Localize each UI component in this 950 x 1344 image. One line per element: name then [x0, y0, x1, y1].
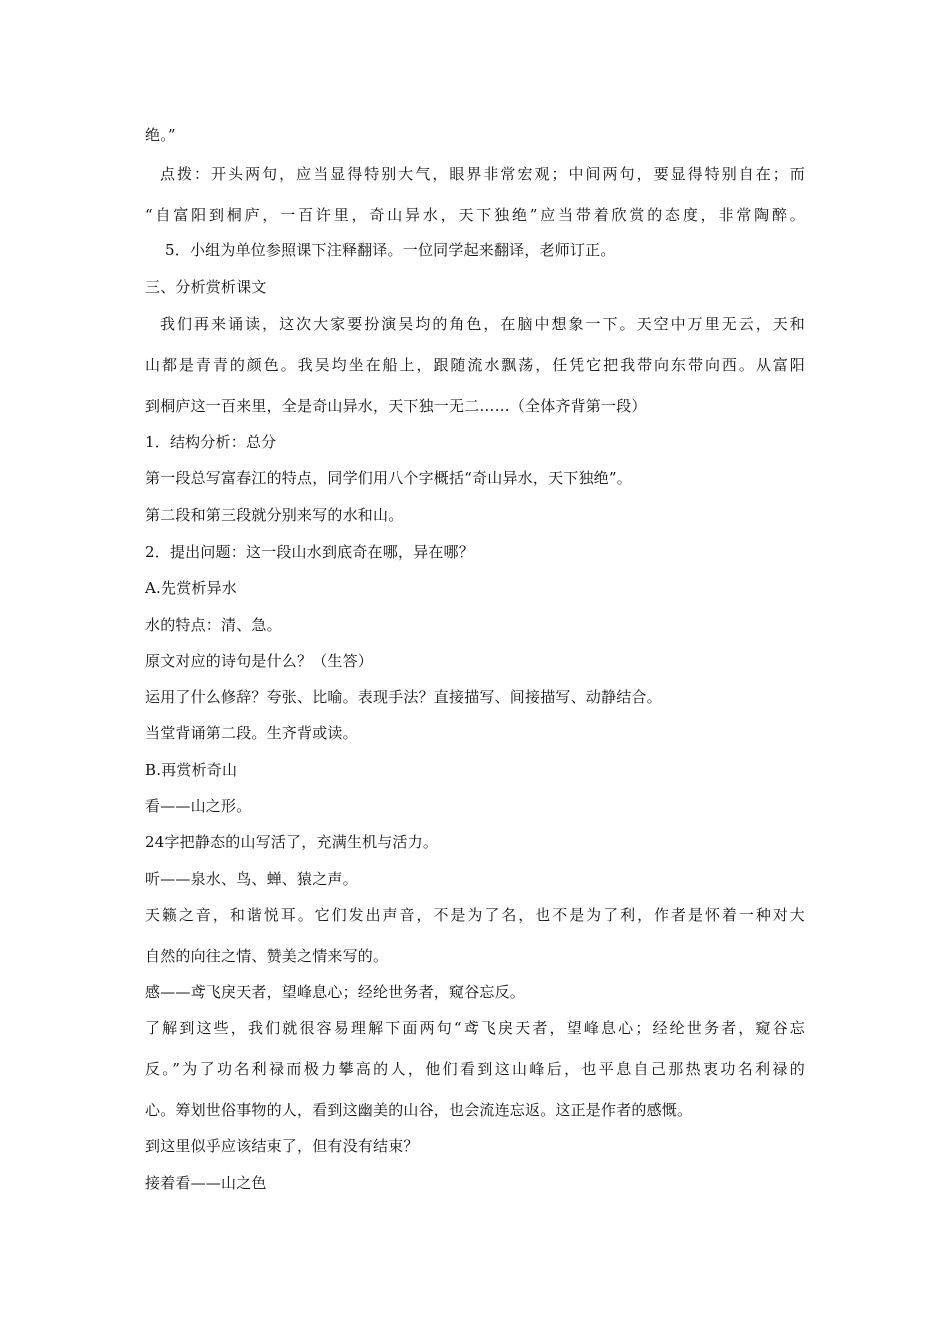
text-line: 接着看——山之色 — [145, 1174, 267, 1192]
text-line: 了解到这些，我们就很容易理解下面两句“鸢飞戾天者，望峰息心；经纶世务者，窥谷忘 — [145, 1019, 805, 1037]
text-line: 1．结构分析：总分 — [145, 433, 277, 451]
text-line: 天籁之音，和谐悦耳。它们发出声音，不是为了名，也不是为了利，作者是怀着一种对大 — [145, 906, 805, 924]
text-line: 反。”为了功名利禄而极力攀高的人，他们看到这山峰后，也平息自己那热衷功名利禄的 — [145, 1060, 805, 1078]
text-line: 运用了什么修辞？夸张、比喻。表现手法？直接描写、间接描写、动静结合。 — [145, 688, 662, 706]
text-line: 第一段总写富春江的特点，同学们用八个字概括“奇山异水，天下独绝”。 — [145, 469, 632, 487]
text-line: 原文对应的诗句是什么？（生答） — [145, 652, 374, 670]
text-line: 感——鸢飞戾天者，望峰息心；经纶世务者，窥谷忘反。 — [145, 983, 526, 1001]
text-line: “自富阳到桐庐，一百许里，奇山异水，天下独绝”应当带着欣赏的态度，非常陶醉。 — [145, 206, 805, 224]
text-line: 山都是青青的颜色。我吴均坐在船上，跟随流水飘荡，任凭它把我带向东带向西。从富阳 — [145, 356, 805, 374]
text-line: 心。筹划世俗事物的人，看到这幽美的山谷，也会流连忘返。这正是作者的感慨。 — [145, 1101, 693, 1119]
text-line: 水的特点：清、急。 — [145, 616, 282, 634]
text-line: 绝。” — [145, 126, 176, 144]
text-line: 第二段和第三段就分别来写的水和山。 — [145, 506, 404, 524]
text-line: 24字把静态的山写活了，充满生机与活力。 — [145, 833, 439, 851]
text-line: B.再赏析奇山 — [145, 761, 238, 779]
text-line: 当堂背诵第二段。生齐背或读。 — [145, 724, 358, 742]
text-line: 到桐庐这一百来里，全是奇山异水，天下独一无二……（全体齐背第一段） — [145, 397, 647, 415]
section-heading: 三、分析赏析课文 — [145, 278, 267, 296]
text-line: 点拨：开头两句，应当显得特别大气，眼界非常宏观；中间两句，要显得特别自在；而 — [160, 165, 805, 183]
text-line: 我们再来诵读，这次大家要扮演吴均的角色，在脑中想象一下。天空中万里无云，天和 — [160, 315, 805, 333]
text-line: 听——泉水、鸟、蝉、猿之声。 — [145, 870, 358, 888]
text-line: 到这里似乎应该结束了，但有没有结束？ — [145, 1137, 419, 1155]
text-line: 2．提出问题：这一段山水到底奇在哪，异在哪？ — [145, 543, 474, 561]
text-line: 5．小组为单位参照课下注释翻译。一位同学起来翻译，老师订正。 — [165, 241, 616, 259]
text-line: 自然的向往之情、赞美之情来写的。 — [145, 947, 389, 965]
text-line: A.先赏析异水 — [145, 579, 238, 597]
text-line: 看——山之形。 — [145, 797, 252, 815]
